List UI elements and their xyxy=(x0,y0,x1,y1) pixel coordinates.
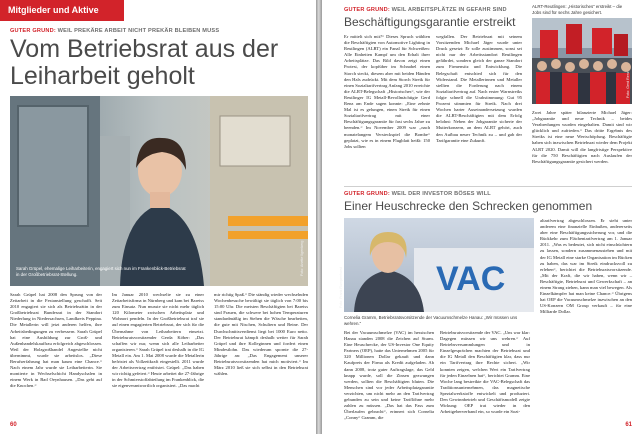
article2-kicker-label: GUTER GRUND: xyxy=(344,191,390,197)
article1-headline: Beschäftigungsgarantie erstreikt xyxy=(344,15,516,29)
left-column-1-text: Sarah Grüpel hat 2008 den Sprung von der Zeitarbeit in die Festanstellung geschafft. Seit 2010 engagiert sie sich als Betriebsrätin in der Großbetriebsrat Bundesrat in der Standort Niederlung in Niedersachsen, Landkreis Peppina. Die Metallerin will jetzt anderen helfen, ihre Arbeitsbedingungen zu verbessern. Sarah Grüpel hat eine Ausbildung zur Groß- und Außenhandelskauffrau erfolgreich abgeschlossen. Weil der Holzgroßhandel Angestellte nicht übernimmt, wurde sie arbeitslos. „Diese Berufserfahrung hat man kaum eine Chance.“ Nach einem Jahr wurde sie Leiharbeiterin. Sie montierte in Wechselschicht Handyschalen in einem Werk in Bad Oeynhausen. „Das geht auf die Knochen.“ xyxy=(10,292,102,389)
vac-photo xyxy=(339,218,534,312)
left-photo-caption: Sarah Grüpel, ehemalige Leiharbeiterin, engagiert sich nun im Frankenblick-Betriebsrat in der Großbetriebsrat-Stellung. xyxy=(16,266,186,277)
worker-photo-illustration xyxy=(10,96,308,286)
protest-photo xyxy=(532,18,632,104)
article1-photo-credit: Foto: Gerd Renz xyxy=(626,71,630,98)
section-tab: Mitglieder und Aktive xyxy=(0,0,124,21)
article2-column-2 xyxy=(440,330,530,422)
left-column-2-text: Im Januar 2010 wechselte sie zu einer Zeitarbeitsfirma in Nürnberg und kam bei Bareiss zum Einsatz. Nun musste sie nicht mehr täglich 120 Kilometer zwischen Arbeitsplatz und Wohnort pendeln. In der Großbetriebsrat traf sie auf einen engagierten Betriebsrat, der sich für die Übernahme von Leiharbeitern einsetzt. Betriebsratsvorsitzender Gerda Köber: „Das schaffen wir nur, wenn sich alle Leiharbeiter organisieren.“ Sarah Grüpel trat deshalb in die IG Metall ein. Am 1. Mai 2008 wurde die Metallerin befristet als Vollzeitkraft eingestellt. 2011 wurde der Arbeitsvertrag entfristet. Grüpel: „Das haben wir richtig gefeiert.“ Heute arbeitet die 27-Jährige in der Schmierstoffabteilung im Frankenblick, die sie eigenverantwortlich organisiert. „Das macht xyxy=(112,292,204,389)
article2-column-1 xyxy=(344,330,434,422)
article2-column-2-text: Betriebsratsvorsitzende der VAC. „Uns war klar: Dagegen müssen wir uns wehren.“ Auf Betriebsversammlungen und in Einzelgesprächen machten der Betriebsrat und die IG Metall den Beschäftigten klar, dass nur ein Tarifvertrag ihre Rechte sichert. „Wir konnten zeigen, welchen Wert ein Tarifvertrag für jeden Einzelnen hat“, berichtet Gramm. Eine Woche lang bestreikte die VAC-Belegschaft das Traditionsunternehmen, das magnetische Spezialwerkstoffe entwickelt und produziert. Den Gewinnbetrieb und Geschäftsmodell zeigte Wirkung: OEP trat wieder in den Arbeitgeberverband ein, so wurde ein Sozi- xyxy=(440,330,530,415)
article2-photo-caption: Cornelia Gramm, Betriebsratsvorsitzende der Vacuumschmelze Hanau: „Wir müssen uns wehren.“ xyxy=(344,315,518,326)
left-photo-credit: Foto: Anette Ilgenberg xyxy=(300,240,304,276)
left-page-number: 60 xyxy=(10,422,17,428)
protest-photo-illustration xyxy=(532,18,632,104)
left-column-1 xyxy=(10,292,102,418)
left-headline: Vom Betriebsrat aus der Leiharbeit geholt xyxy=(10,35,279,90)
left-column-2 xyxy=(112,292,204,418)
left-kicker-label: GUTER GRUND: xyxy=(10,28,56,34)
article1-column-3-text: Zwei Jahre später bilanzierte Michael Jäger: „Jobgarantie und neue Technik – beides Verabredungen wurden eingehalten. Damit sind wir glücklich und zufrieden.“ Das dritte Ergebnis des Streiks ist eine neue Wertschöpfung. Beschäftigte haben sich inzwischen Betriebsrat wieder dem Projekt ALRT 2020. Damit will die langfristige Perspektive für die 750 Beschäftigten nach Auslaufen der Beschäftigungsgarantie gesichert werden. xyxy=(532,110,632,164)
article1-column-2 xyxy=(436,34,522,180)
left-column-3 xyxy=(214,292,308,418)
article2-photo-credit: Foto: Frank Rumpenhorst xyxy=(339,267,343,308)
article1-column-3 xyxy=(532,110,632,182)
article1-column-1-text: Er mittelt sich mit?“ Dieses Spruch wählten die Beschäftigten von Automotive Lighting in Reutlingen (ALRT) ein Fanal für Schweißen: Alle Einheiten Kampf um den Erhalt ihrer Arbeitsplätze. Das Bild davon zeigt einen Protest, der kopfüber im Schnabel einen Storch steckt, diesem aber mit beiden Händen den Hals zudrückt. Mit dem Storch Streik für einen Sozialtarifvertrag Anfang 2010 erreichte die ALRT-Belegschaft „Historisches“, wie der Reutlinger IG Metall-Bevollmächtigte Gerd Renz am Ende sagen konnte: „Eine zehnte Mal ist es gelungen, einen Streik für einen Sozialtarifvertrag mit einer Beschäftigungsgarantie für fast sechs Jahre zu beenden.“ Im November 2009 war „nach monatelangem Versteckspiel die Bombe“ geplatzt, wie es in einem Flugblatt heißt: 150 Jobs sollten xyxy=(344,34,430,149)
left-kicker-sub: WEIL PREKÄRE ARBEIT NICHT PREKÄR BLEIBEN MUSS xyxy=(57,28,220,34)
article2-headline: Einer Heuschrecke den Schrecken genommen xyxy=(344,199,593,213)
article1-column-2-text: wegfallen. Der Betriebsrat mit seinem Vorsitzenden Michael Jäger wurde unter Druck gesetzt: Er solle zustimmen, sonst sei nicht nur der Arbeitsstandort Reutlingen gefährdet, sondern gleich der ganze Standort zum Firmensitz und Entwicklung. Die Belegschaft entschied sich für den Widerstand. Die Metallerinnen und Metaller stellten die Forderung nach einem Sozialtarifvertrag auf. Nach erster Warnstreiks folgte schnell die Urabstimmung: Gut 95 Prozent stimmten für Streik. Nach drei Wochen harter Auseinandersetzung wurden die ALRT-Beschäftigten mit dem Erfolg belohnt: Neben der Jobgarantie sicherte der Mutterkonzern, an dem ALRT gehört, auch den Aufbau neuer Technik zu – und gab der Tarifgarantie eine Zukunft. xyxy=(436,34,522,143)
article1-kicker-sub: WEIL ARBEITSPLÄTZE IN GEFAHR SIND xyxy=(391,7,507,13)
left-page xyxy=(0,0,316,434)
article1-kicker-label: GUTER GRUND: xyxy=(344,7,390,13)
article2-kicker-sub: WEIL DER INVESTOR BÖSES WILL xyxy=(391,191,491,197)
article1-photo-caption: ALRT-Reutlingen: „Historisches“ erstreikt – die Jobs sind für sechs Jahre gesichert. xyxy=(532,4,623,15)
article-divider xyxy=(344,186,632,187)
left-kicker xyxy=(10,28,219,34)
worker-photo xyxy=(10,96,308,286)
svg-text:VAC: VAC xyxy=(436,260,506,298)
article2-column-3 xyxy=(540,218,632,422)
article2-kicker xyxy=(344,191,491,197)
article1-kicker xyxy=(344,7,507,13)
article2-column-3-text: altarifvertrag abgeschlossen. Er sieht unter anderem eine finanzielle Einbußen, andererseits aber eine Beschäftigungssicherung vor, und die Rückkehr zum Flächentarifvertrag am 1. Januar 2011. „Was es bedeutet, sich nicht einschüchtern zu lassen, sondern zusammenzustehen und mit der IG Metall eine starke Organisation im Rücken zu haben, das war im Streik eindrucksvoll zu erleben“, berichtet die Betriebsratsvorsitzende. „Mit der Kraft, die wir haben, wenn wir – Beschäftigte, Betriebsrat und Gewerkschaft – an einem Strang ziehen, kann man viel bewegen. Als Einzelkämpfer hat man keine Chance.“ Übrigens hat OEP die Vacuumschmelze inzwischen an den US-Konzern OM Group verkauft – für eine Milliarde Dollar. xyxy=(540,218,632,315)
left-column-3-text: mir richtig Spaß.“ Die ständig wieder wechselnden Wochenbesuche bewältigt sie täglich von 7:00 bis 15:00 Uhr. Die meisten Beschäftigten bei Bareiss sind Frauen, die schwere bei hohen Temperaturen standardmäßig im Stehen die Wäsche bearbeiten, die gute mit Nischen, Schultern und Beine. Der Durchschnittsverdienst liegt bei 1000 Euro netto. Der Betriebsrat kämpft deshalb weiter für Sarah Grüpel und ihre Kolleginnen und fordert einen Mindestlohn. Das wiederum spornte die 27-Jährige an: „Das Engagement unserer Betriebsratsvorsitzenden hat mich motiviert.“ Im März 2010 ließ sie sich selbst in den Betriebsrat wählen. xyxy=(214,292,308,377)
article2-column-1-text: Bei der Vacuumschmelze (VAC) im hessischen Hanau standen 2008 die Zeichen auf Sturm. Eine Heuschrecke, der US-Investor One Equity Partners (OEP), hatte das Unternehmen 2005 für 320 Millionen Dollar gekauft und dann Kaufpreis der Firma als Kredit aufgeladen. Ab dann 2008, trotz guter Auftragslage, das Geld knapp wurde, soll die Zinsen gezwungen werden, sollten die Beschäftigten bluten. Die Menschen sind vor jeder Arbeitsplatzgarantie verzichten, um nicht mehr an den Tarifvertrag gebunden zu sein und keine Tariflöhne mehr zahlen zu müssen. „Das hat das Fass zum Überlaufen gebracht“, erinnert sich Cornelia „Conny“ Gramm, die xyxy=(344,330,434,421)
vac-photo-illustration xyxy=(344,218,534,312)
right-page-number: 61 xyxy=(625,422,632,428)
article1-column-1 xyxy=(344,34,430,180)
right-page xyxy=(322,0,640,434)
